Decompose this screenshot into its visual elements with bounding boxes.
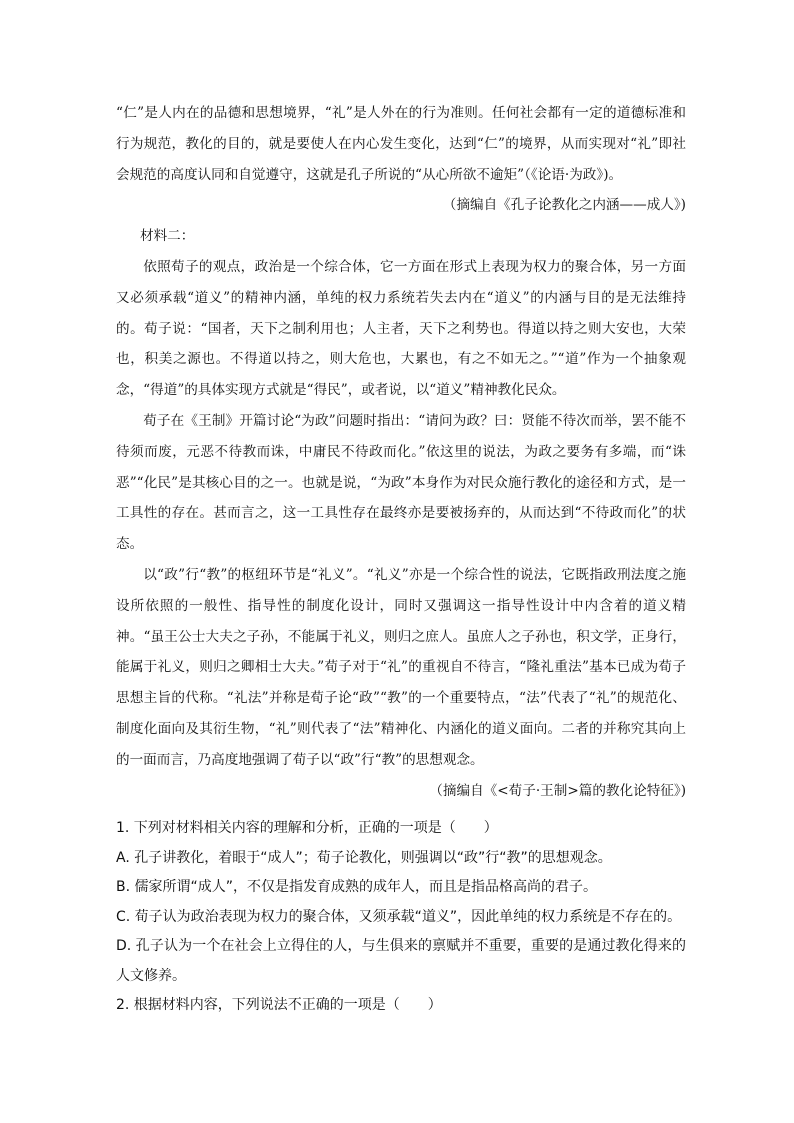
material-two-paragraph-3: 以“政”行“教”的枢纽环节是“礼义”。“礼义”亦是一个综合性的说法，它既指政刑法度之施设所依照的一般性、指导性的制度化设计，同时又强调这一指导性设计中内含着的道义精神。“虽王公士大夫之子孙，不能属于礼义，则归之庶人。虽庶人之子孙也，积文学，正身行，能属于礼义，则归之卿相士大夫。”荀子对于“礼”的重视自不待言，“隆礼重法”基本已成为荀子思想主旨的代称。“礼法”并称是荀子论“政”“教”的一个重要特点，“法”代表了“礼”的规范化、制度化面向及其衍生物，“礼”则代表了“法”精神化、内涵化的道义面向。二者的并称究其向上的一面而言，乃高度地强调了荀子以“政”行“教”的思想观念。 [116, 566, 686, 768]
material-two-label: 材料二： [140, 228, 195, 244]
material-two-paragraph-1: 依照荀子的观点，政治是一个综合体，它一方面在形式上表现为权力的聚合体，另一方面又必须承载“道义”的精神内涵，单纯的权力系统若失去内在“道义”的内涵与目的是无法维持的。荀子说：“国者，天下之制利用也；人主者，天下之利势也。得道以持之则大安也，大荣也，积美之源也。不得道以持之，则大危也，大累也，有之不如无之。”“道”作为一个抽象观念，“得道”的具体实现方式就是“得民”，或者说，以“道义”精神教化民众。 [116, 259, 686, 399]
material-two-paragraph-2: 荀子在《王制》开篇讨论“为政”问题时指出：“请问为政？曰：贤能不待次而举，罢不能不待须而废，元恶不待教而诛，中庸民不待政而化。”依这里的说法，为政之要务有多端，而“诛恶”“化民”是其核心目的之一。也就是说，“为政”本身作为对民众施行教化的途径和方式，是一工具性的存在。甚而言之，这一工具性存在最终亦是要被扬弃的，从而达到“不待政而化”的状态。 [116, 412, 686, 553]
question-1 [116, 814, 686, 991]
question-2 [116, 991, 686, 1021]
passage-intro-source: （摘编自《孔子论教化之内涵——成人》) [442, 197, 686, 214]
material-two-source: （摘编自《<荀子·王制>篇的教化论特征》) [429, 782, 686, 799]
passage-intro-paragraph: “仁”是人内在的品德和思想境界，“礼”是人外在的行为准则。任何社会都有一定的道德标准和行为规范，教化的目的，就是要使人在内心发生变化，达到“仁”的境界，从而实现对“礼”即社会规范的高度认同和自觉遵守，这就是孔子所说的“从心所欲不逾矩”（《论语·为政》)。 [116, 105, 686, 183]
question-1-option-b: B. 儒家所谓“成人”，不仅是指发育成熟的成年人，而且是指品格高尚的君子。 [116, 879, 598, 895]
question-1-option-c: C. 荀子认为政治表现为权力的聚合体，又须承载“道义”，因此单纯的权力系统是不存在的。 [116, 908, 682, 925]
question-1-stem: 1. 下列对材料相关内容的理解和分析，正确的一项是（ ） [116, 820, 498, 836]
question-1-option-a: A. 孔子讲教化，着眼于“成人”；荀子论教化，则强调以“政”行“教”的思想观念。 [116, 849, 612, 866]
question-1-option-d: D. 孔子认为一个在社会上立得住的人，与生俱来的禀赋并不重要，重要的是通过教化得来的人文修养。 [116, 938, 686, 984]
question-section [116, 814, 686, 1021]
material-two [116, 221, 686, 807]
material-one-excerpt [116, 98, 686, 221]
question-2-stem: 2. 根据材料内容，下列说法不正确的一项是（ ） [116, 997, 442, 1013]
